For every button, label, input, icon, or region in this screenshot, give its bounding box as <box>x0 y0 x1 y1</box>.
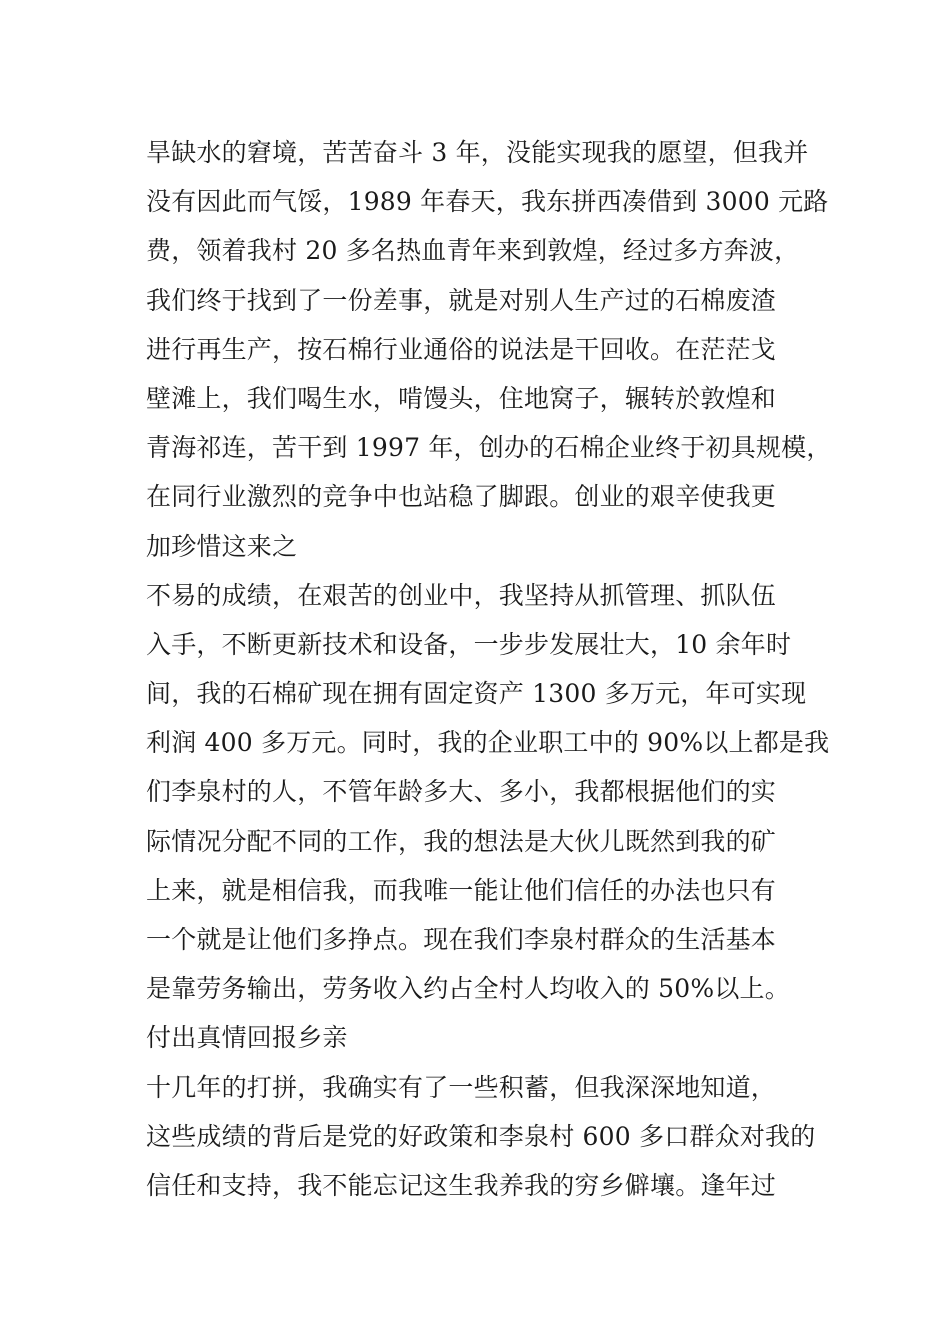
section-heading: 付出真情回报乡亲 <box>146 1023 348 1053</box>
text-line: 利润 400 多万元。同时，我的企业职工中的 90%以上都是我 <box>146 728 830 758</box>
text-line: 上来，就是相信我，而我唯一能让他们信任的办法也只有 <box>146 875 777 905</box>
text-line: 是靠劳务输出，劳务收入约占全村人均收入的 50%以上。 <box>146 974 790 1004</box>
text-line: 进行再生产，按石棉行业通俗的说法是干回收。在茫茫戈 <box>146 334 777 364</box>
text-line: 加珍惜这来之 <box>146 531 298 561</box>
text-line: 青海祁连，苦干到 1997 年，创办的石棉企业终于初具规模， <box>146 433 832 463</box>
text-line: 十几年的打拼，我确实有了一些积蓄，但我深深地知道， <box>146 1072 777 1102</box>
text-line: 际情况分配不同的工作，我的想法是大伙儿既然到我的矿 <box>146 826 777 856</box>
text-line: 没有因此而气馁，1989 年春天，我东拼西凑借到 3000 元路 <box>146 187 829 217</box>
text-line: 在同行业激烈的竞争中也站稳了脚跟。创业的艰辛使我更 <box>146 482 777 512</box>
text-line: 间，我的石棉矿现在拥有固定资产 1300 多万元，年可实现 <box>146 679 807 709</box>
text-line: 这些成绩的背后是党的好政策和李泉村 600 多口群众对我的 <box>146 1121 816 1151</box>
text-line: 们李泉村的人，不管年龄多大、多小，我都根据他们的实 <box>146 777 777 807</box>
document-body-text <box>146 128 832 1210</box>
text-line: 一个就是让他们多挣点。现在我们李泉村群众的生活基本 <box>146 925 777 954</box>
text-line: 不易的成绩，在艰苦的创业中，我坚持从抓管理、抓队伍 <box>146 580 777 610</box>
text-line: 我们终于找到了一份差事，就是对别人生产过的石棉废渣 <box>146 285 777 315</box>
text-line: 费，领着我村 20 多名热血青年来到敦煌，经过多方奔波， <box>146 236 800 266</box>
text-line: 旱缺水的窘境，苦苦奋斗 3 年，没能实现我的愿望，但我并 <box>146 138 809 167</box>
text-line: 壁滩上，我们喝生水，啃馒头，住地窝子，辗转於敦煌和 <box>146 383 777 413</box>
text-line: 信任和支持，我不能忘记这生我养我的穷乡僻壤。逢年过 <box>146 1170 777 1200</box>
text-line: 入手，不断更新技术和设备，一步步发展壮大，10 余年时 <box>146 629 792 659</box>
